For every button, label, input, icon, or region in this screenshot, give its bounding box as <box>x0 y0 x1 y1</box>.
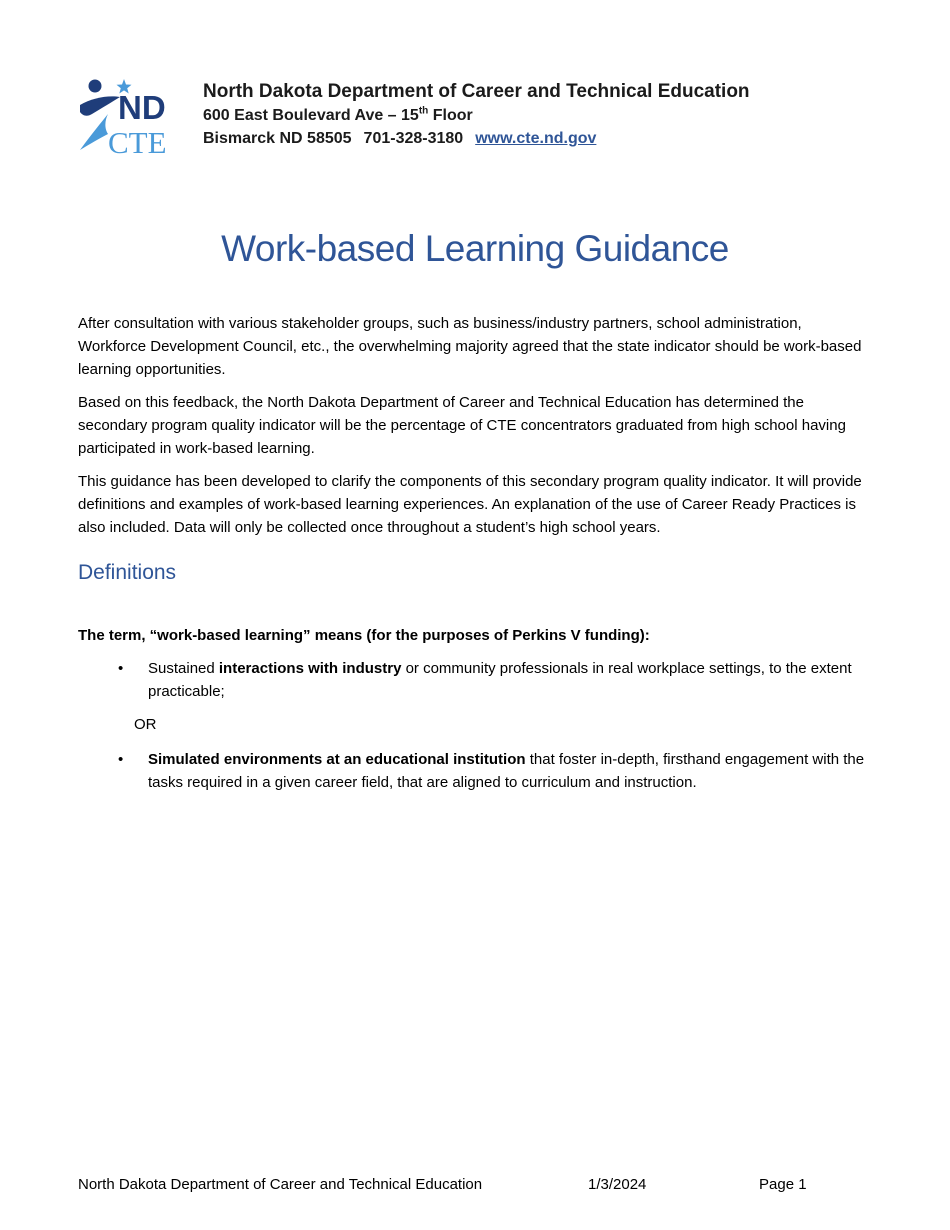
address-sup: th <box>418 105 429 117</box>
bullet1-suffix: or community professionals in real workplace settings, to the extent practicable; <box>148 660 852 700</box>
document-body <box>78 312 870 804</box>
figure-head-icon <box>89 80 102 93</box>
org-city-line <box>203 127 750 150</box>
org-city: Bismarck ND 58505 <box>203 130 352 147</box>
bullet-icon: • <box>118 751 124 768</box>
guidance-paragraph: This guidance has been developed to clarify the components of this secondary program quality indicator. It will provide definitions and examples of work-based learning experiences. An explanation of the use of Career Ready Practices is also included. Data will only be collected once throughout a student’s high school years. <box>78 473 862 536</box>
list-item <box>78 748 870 794</box>
logo-cte-text: CTE <box>108 125 167 156</box>
org-address <box>203 104 750 127</box>
nd-cte-logo <box>78 78 182 156</box>
feedback-paragraph: Based on this feedback, the North Dakota Department of Career and Technical Education has determined the secondary program quality indicator will be the percentage of CTE concentrators graduated from high school having participated in work-based learning. <box>78 394 846 457</box>
org-contact-block <box>203 80 750 150</box>
address-prefix: 600 East Boulevard Ave – 15 <box>203 107 419 124</box>
bullet2-suffix: that foster in-depth, firsthand engagement with the tasks required in a given career field, that are aligned to curriculum and instruction. <box>148 751 865 791</box>
address-suffix: Floor <box>428 107 473 124</box>
swoosh-icon <box>80 114 108 150</box>
org-phone: 701-328-3180 <box>363 130 464 147</box>
footer-date: 1/3/2024 <box>588 1176 647 1193</box>
org-name: North Dakota Department of Career and Technical Education <box>203 81 750 102</box>
wbl-term-definition: The term, “work-based learning” means (for the purposes of Perkins V funding): <box>78 627 650 644</box>
bullet1-bold: interactions with industry <box>218 660 402 677</box>
bullet-icon: • <box>118 660 124 677</box>
figure-body-icon <box>80 96 120 115</box>
definitions-heading: Definitions <box>78 561 177 584</box>
definition-list <box>78 657 870 794</box>
footer-page-number: Page 1 <box>759 1176 807 1193</box>
bullet1-prefix: Sustained <box>148 660 219 677</box>
bullet2-bold: Simulated environments at an educational institution <box>148 751 526 768</box>
intro-paragraph: After consultation with various stakeholder groups, such as business/industry partners, school administration, Workforce Development Council, etc., the overwhelming majority agreed that the state indicator should be work-based learning opportunities. <box>78 315 862 378</box>
logo-nd-text: ND <box>118 89 166 126</box>
website-link[interactable]: www.cte.nd.gov <box>475 130 597 147</box>
letterhead <box>78 78 878 158</box>
or-separator: OR <box>134 716 157 733</box>
list-item <box>78 657 870 703</box>
footer-org: North Dakota Department of Career and Technical Education <box>78 1176 483 1193</box>
page-title: Work-based Learning Guidance <box>221 228 729 269</box>
